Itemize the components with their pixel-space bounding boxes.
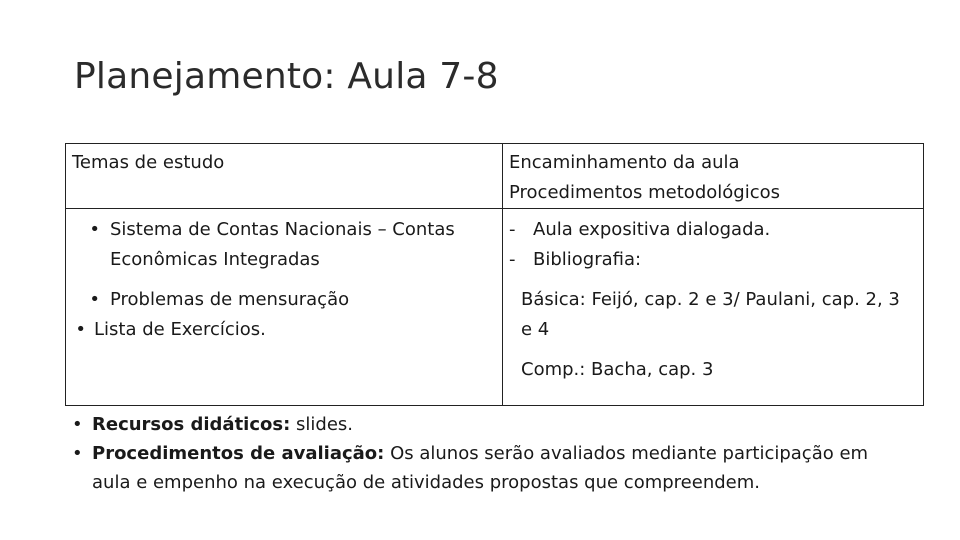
resources-text: slides. [290,414,354,435]
table-header-row [66,144,924,209]
topic-1-line2: Econômicas Integradas [110,249,320,270]
list-item [72,439,932,497]
evaluation-label: Procedimentos de avaliação: [92,443,385,464]
bullet-icon: • [89,219,100,240]
bullet-icon: • [75,319,86,340]
footer-notes [72,410,932,497]
evaluation-text-2: aula e empenho na execução de atividades propostas que compreendem. [92,472,760,493]
table-body-row [66,209,924,406]
exercise-item: Lista de Exercícios. [94,319,266,340]
list-item [509,215,923,245]
bibliography-basic [509,285,923,345]
bibliography-comp: Comp.: Bacha, cap. 3 [521,359,714,380]
header-right-line1: Encaminhamento da aula [509,152,740,173]
list-item [66,315,502,345]
list-item [66,285,502,315]
methods-cell [503,209,924,406]
list-item [72,410,932,439]
header-left-label: Temas de estudo [72,152,225,173]
bullet-icon: • [72,414,83,435]
topic-1-line1: Sistema de Contas Nacionais – Contas [110,219,455,240]
header-study-topics [66,144,503,209]
method-1: Aula expositiva dialogada. [533,219,771,240]
resources-label: Recursos didáticos: [92,414,291,435]
dash-icon: - [509,249,516,270]
bibliography-basic-line1: Básica: Feijó, cap. 2 e 3/ Paulani, cap. 2, 3 [521,289,900,310]
header-right-line2: Procedimentos metodológicos [509,182,780,203]
list-item [66,215,502,275]
dash-icon: - [509,219,516,240]
list-item [509,245,923,275]
bullet-icon: • [89,289,100,310]
bullet-icon: • [72,443,83,464]
planning-table [65,143,924,406]
evaluation-text: Os alunos serão avaliados mediante participação em [384,443,869,464]
bibliography-basic-line2: e 4 [521,319,550,340]
topics-cell [66,209,503,406]
method-2: Bibliografia: [533,249,642,270]
topic-2-line1: Problemas de mensuração [110,289,350,310]
slide-title: Planejamento: Aula 7-8 [74,56,499,97]
header-class-guidance [503,144,924,209]
